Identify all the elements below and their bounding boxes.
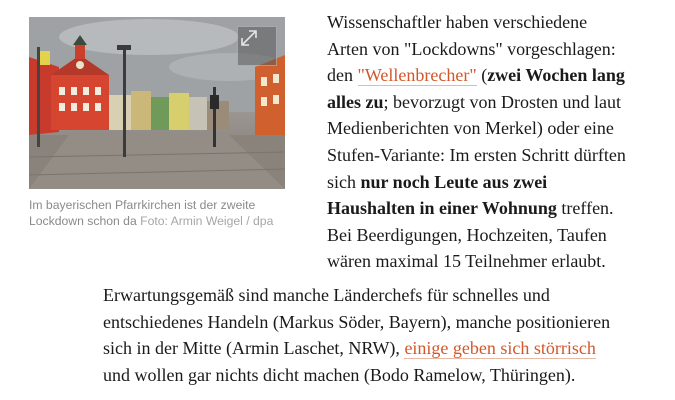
expand-image-button[interactable] <box>237 26 277 66</box>
text-line: entschiedenes Handeln (Markus Söder, Bayern), manche positionieren <box>103 311 611 332</box>
bold-text: nur noch Leute aus zwei <box>360 171 548 192</box>
bold-text: zwei Wochen lang <box>487 65 625 86</box>
text-fragment: ( <box>481 65 488 86</box>
text-line: und wollen gar nichts dicht machen (Bodo Ramelow, Thüringen). <box>103 364 576 385</box>
article-paragraph-2 <box>103 282 610 388</box>
text-fragment: treffen. <box>561 198 614 219</box>
wellenbrecher-link[interactable]: "Wellenbrecher" <box>357 65 477 86</box>
text-fragment: ; bevorzugt von Drosten und laut <box>383 91 621 112</box>
bold-text: alles zu <box>327 91 384 112</box>
text-line: wären maximal 15 Teilnehmer erlaubt. <box>327 251 606 272</box>
text-line: Wissenschaftler haben verschiedene <box>327 12 588 32</box>
bold-text: Haushalten in einer Wohnung <box>327 198 557 219</box>
photo-credit: Foto: Armin Weigel / dpa <box>140 214 274 228</box>
text-line: Erwartungsgemäß sind manche Länderchefs für schnelles und <box>103 285 550 305</box>
text-fragment: den <box>327 65 353 86</box>
expand-arrows-icon <box>238 27 260 49</box>
text-line: Medienberichten von Merkel) oder eine <box>327 118 614 139</box>
article-photo[interactable] <box>29 17 285 189</box>
article-paragraph-1 <box>327 9 626 275</box>
text-fragment: sich in der Mitte (Armin Laschet, NRW), <box>103 338 400 359</box>
stoerrisch-link[interactable]: einige geben sich störrisch <box>404 338 596 359</box>
text-line: Stufen-Variante: Im ersten Schritt dürften <box>327 144 626 165</box>
image-caption <box>29 197 285 229</box>
text-fragment: sich <box>327 171 356 192</box>
text-line: Arten von "Lockdowns" vorgeschlagen: <box>327 38 616 59</box>
caption-text: Im bayerischen Pfarrkirchen ist der zweite Lockdown schon da <box>29 198 256 228</box>
text-line: Bei Beerdigungen, Hochzeiten, Taufen <box>327 224 607 245</box>
article-figure <box>29 17 285 229</box>
